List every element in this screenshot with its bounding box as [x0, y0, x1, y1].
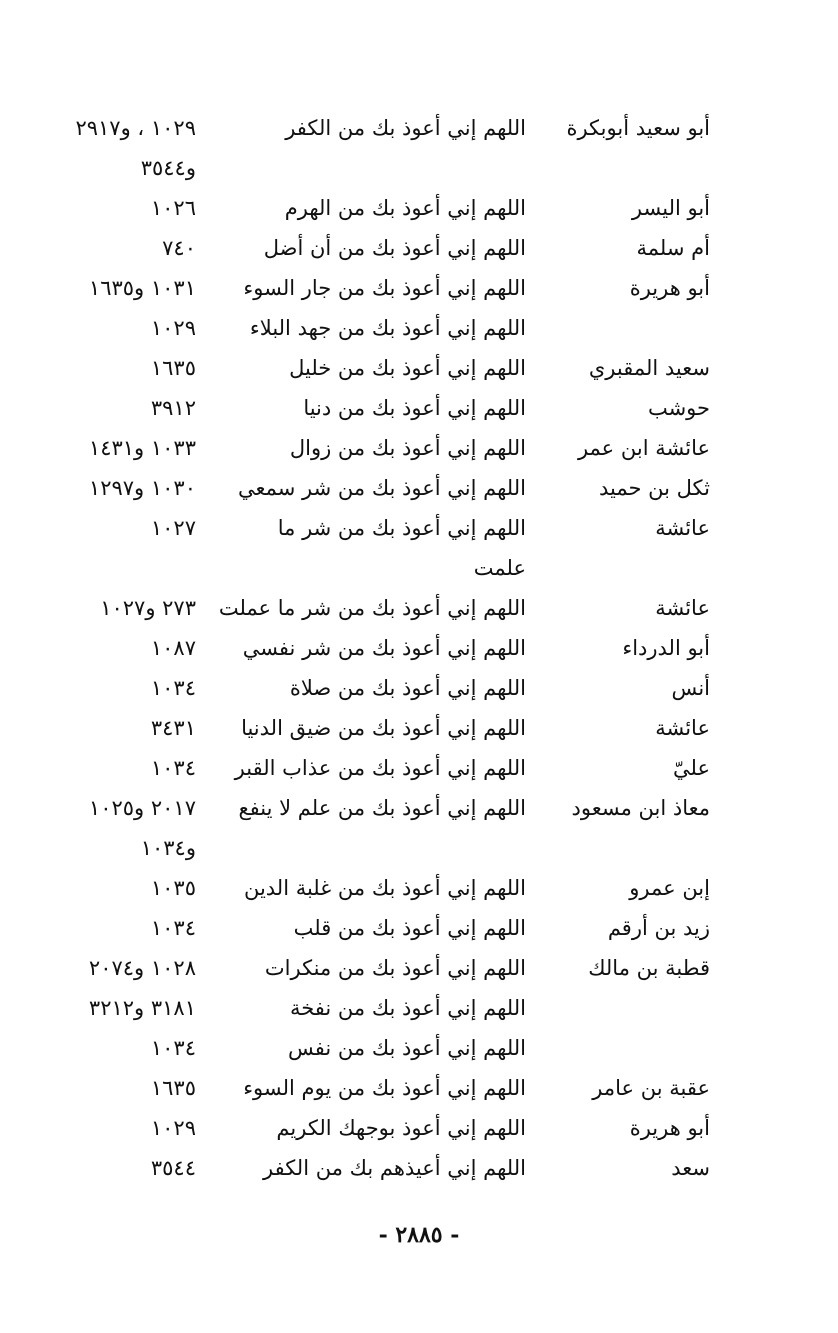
reference-numbers: ١٠٣١ و١٦٣٥	[88, 276, 196, 300]
entry-continuation-line	[0, 148, 838, 188]
reference-numbers: ٣١٨١ و٣٢١٢	[88, 996, 196, 1020]
hadith-text: اللهم إني أعوذ بك من الهرم	[284, 196, 526, 220]
index-entry	[0, 948, 838, 988]
reference-numbers: ١٠٢٩	[150, 1116, 196, 1140]
reference-numbers: ١٠٣٤	[150, 916, 196, 940]
entry-line	[0, 348, 838, 388]
hadith-text: اللهم إني أعوذ بك من قلب	[293, 916, 526, 940]
entry-line	[0, 1028, 838, 1068]
hadith-text: اللهم إني أعيذهم بك من الكفر	[263, 1156, 526, 1180]
narrator-name: إبن عمرو	[629, 876, 710, 900]
entry-line	[0, 308, 838, 348]
index-entry	[0, 468, 838, 508]
hadith-text: اللهم إني أعوذ بك من علم لا ينفع	[238, 796, 526, 820]
narrator-name: أبو اليسر	[631, 196, 710, 220]
narrator-name: قطبة بن مالك	[588, 956, 710, 980]
narrator-name: سعيد المقبري	[588, 356, 710, 380]
hadith-text: اللهم إني أعوذ بك من ضيق الدنيا	[241, 716, 526, 740]
reference-numbers: ٧٤٠	[162, 236, 196, 260]
narrator-name: أنس	[671, 676, 710, 700]
hadith-text: اللهم إني أعوذ بك من جهد البلاء	[249, 316, 526, 340]
index-entry	[0, 1148, 838, 1188]
narrator-name: أبو الدرداء	[622, 636, 710, 660]
index-entry	[0, 508, 838, 588]
narrator-name: أبو هريرة	[629, 1116, 710, 1140]
reference-numbers: ١٠٢٩	[150, 316, 196, 340]
hadith-text: اللهم إني أعوذ بك من شر ما	[277, 516, 526, 540]
reference-numbers: ١٠٣٠ و١٢٩٧	[88, 476, 196, 500]
index-entry	[0, 668, 838, 708]
index-entry	[0, 1108, 838, 1148]
reference-numbers-continuation: و٣٥٤٤	[140, 156, 196, 180]
hadith-text: اللهم إني أعوذ بك من شر ما عملت	[218, 596, 526, 620]
reference-numbers: ٣٤٣١	[150, 716, 196, 740]
index-entry	[0, 988, 838, 1028]
index-entry	[0, 188, 838, 228]
entry-continuation-line	[0, 828, 838, 868]
hadith-text: اللهم إني أعوذ بك من عذاب القبر	[234, 756, 526, 780]
narrator-name: عقبة بن عامر	[592, 1076, 710, 1100]
hadith-index-list	[0, 108, 838, 1188]
narrator-name: سعد	[671, 1156, 710, 1180]
hadith-text: اللهم إني أعوذ بك من نفس	[288, 1036, 526, 1060]
narrator-name: عائشة	[655, 516, 710, 540]
index-entry	[0, 228, 838, 268]
reference-numbers: ١٠٣٤	[150, 756, 196, 780]
hadith-text: اللهم إني أعوذ بوجهك الكريم	[276, 1116, 526, 1140]
hadith-text-continuation: علمت	[473, 556, 526, 580]
hadith-text: اللهم إني أعوذ بك من جار السوء	[243, 276, 526, 300]
index-entry	[0, 1068, 838, 1108]
hadith-text: اللهم إني أعوذ بك من غلبة الدين	[243, 876, 526, 900]
reference-numbers-continuation: و١٠٣٤	[140, 836, 196, 860]
entry-line	[0, 1108, 838, 1148]
reference-numbers: ١٠٢٦	[150, 196, 196, 220]
entry-line	[0, 1068, 838, 1108]
entry-line	[0, 788, 838, 828]
entry-line	[0, 1148, 838, 1188]
hadith-text: اللهم إني أعوذ بك من شر سمعي	[238, 476, 526, 500]
reference-numbers: ١٠٣٤	[150, 1036, 196, 1060]
narrator-name: ثكل بن حميد	[598, 476, 710, 500]
entry-line	[0, 988, 838, 1028]
reference-numbers: ١٦٣٥	[150, 1076, 196, 1100]
entry-line	[0, 588, 838, 628]
entry-line	[0, 108, 838, 148]
entry-line	[0, 508, 838, 548]
entry-line	[0, 628, 838, 668]
hadith-text: اللهم إني أعوذ بك من أن أضل	[263, 236, 526, 260]
index-entry	[0, 428, 838, 468]
index-entry	[0, 348, 838, 388]
narrator-name: أبو سعيد أبوبكرة	[566, 116, 710, 140]
entry-line	[0, 948, 838, 988]
index-entry	[0, 628, 838, 668]
reference-numbers: ١٠٢٩ ، و٢٩١٧	[75, 116, 196, 140]
narrator-name: زيد بن أرقم	[607, 916, 710, 940]
index-entry	[0, 908, 838, 948]
reference-numbers: ٢٧٣ و١٠٢٧	[100, 596, 196, 620]
narrator-name: عائشة ابن عمر	[577, 436, 710, 460]
hadith-text: اللهم إني أعوذ بك من شر نفسي	[242, 636, 526, 660]
entry-line	[0, 668, 838, 708]
reference-numbers: ١٠٢٧	[150, 516, 196, 540]
reference-numbers: ٣٩١٢	[150, 396, 196, 420]
reference-numbers: ٢٠١٧ و١٠٢٥	[88, 796, 196, 820]
reference-numbers: ١٠٣٣ و١٤٣١	[88, 436, 196, 460]
hadith-text: اللهم إني أعوذ بك من نفخة	[289, 996, 526, 1020]
entry-line	[0, 908, 838, 948]
index-entry	[0, 708, 838, 748]
narrator-name: عائشة	[655, 596, 710, 620]
entry-line	[0, 188, 838, 228]
entry-line	[0, 868, 838, 908]
reference-numbers: ١٦٣٥	[150, 356, 196, 380]
hadith-text: اللهم إني أعوذ بك من يوم السوء	[243, 1076, 526, 1100]
entry-line	[0, 748, 838, 788]
index-entry	[0, 588, 838, 628]
hadith-text: اللهم إني أعوذ بك من الكفر	[285, 116, 526, 140]
narrator-name: معاذ ابن مسعود	[571, 796, 710, 820]
reference-numbers: ١٠٢٨ و٢٠٧٤	[88, 956, 196, 980]
index-entry	[0, 1028, 838, 1068]
index-entry	[0, 788, 838, 868]
index-entry	[0, 388, 838, 428]
entry-continuation-line	[0, 548, 838, 588]
entry-line	[0, 428, 838, 468]
hadith-text: اللهم إني أعوذ بك من خليل	[289, 356, 526, 380]
entry-line	[0, 388, 838, 428]
hadith-text: اللهم إني أعوذ بك من صلاة	[289, 676, 526, 700]
hadith-text: اللهم إني أعوذ بك من منكرات	[264, 956, 526, 980]
narrator-name: حوشب	[647, 396, 710, 420]
page-number: - ٢٨٨٥ -	[378, 1222, 460, 1248]
narrator-name: عائشة	[655, 716, 710, 740]
reference-numbers: ١٠٣٤	[150, 676, 196, 700]
index-entry	[0, 868, 838, 908]
index-entry	[0, 268, 838, 308]
entry-line	[0, 708, 838, 748]
narrator-name: أم سلمة	[636, 236, 710, 260]
index-entry	[0, 108, 838, 188]
entry-line	[0, 468, 838, 508]
hadith-text: اللهم إني أعوذ بك من دنيا	[303, 396, 526, 420]
reference-numbers: ١٠٣٥	[150, 876, 196, 900]
entry-line	[0, 268, 838, 308]
narrator-name: أبو هريرة	[629, 276, 710, 300]
reference-numbers: ٣٥٤٤	[150, 1156, 196, 1180]
hadith-text: اللهم إني أعوذ بك من زوال	[289, 436, 526, 460]
entry-line	[0, 228, 838, 268]
index-entry	[0, 308, 838, 348]
reference-numbers: ١٠٨٧	[150, 636, 196, 660]
index-entry	[0, 748, 838, 788]
narrator-name: عليّ	[673, 756, 710, 780]
